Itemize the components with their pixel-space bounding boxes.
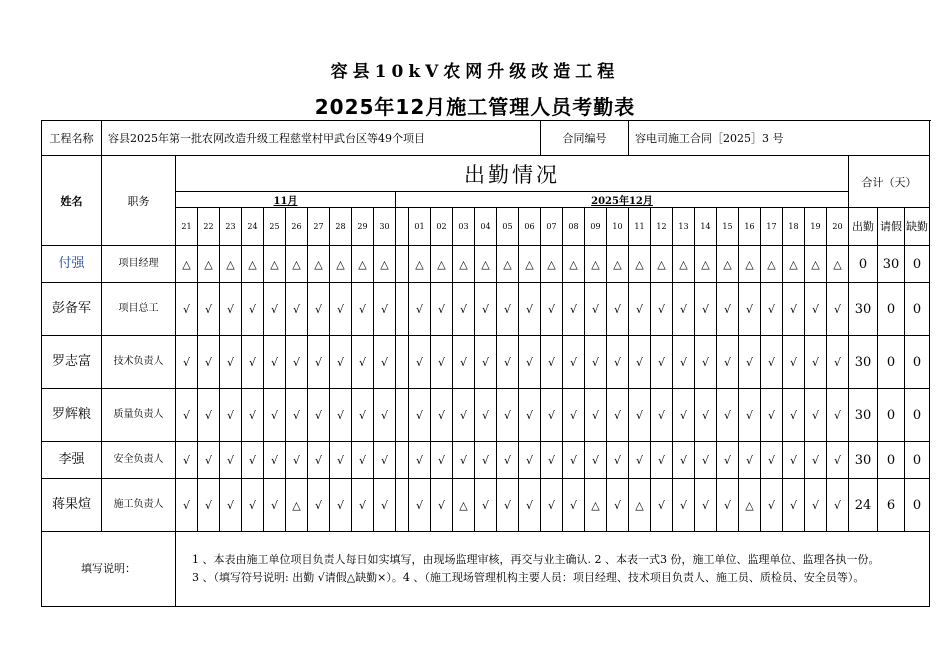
attendance-mark: [396, 479, 409, 532]
attendance-mark: √: [374, 283, 396, 336]
attendance-mark: √: [541, 442, 563, 479]
attendance-mark: △: [783, 246, 805, 283]
attendance-mark: √: [453, 389, 475, 442]
attendance-mark: √: [827, 479, 849, 532]
day-header: 12: [651, 208, 673, 246]
attendance-mark: √: [176, 442, 198, 479]
attendance-mark: √: [761, 479, 783, 532]
day-header: 22: [198, 208, 220, 246]
day-header: 07: [541, 208, 563, 246]
person-row: [42, 336, 930, 389]
attendance-mark: √: [827, 442, 849, 479]
attendance-mark: △: [717, 246, 739, 283]
attendance-mark: √: [308, 336, 330, 389]
attendance-mark: √: [607, 442, 629, 479]
leave-header: 请假: [878, 208, 905, 246]
day-header: [396, 208, 409, 246]
attendance-mark: △: [453, 246, 475, 283]
project-name-value: 容县2025年第一批农网改造升级工程慈堂村甲武台区等49个项目: [102, 121, 541, 156]
day-header: 25: [264, 208, 286, 246]
attendance-mark: √: [220, 442, 242, 479]
attendance-mark: △: [629, 479, 651, 532]
total-present: 30: [849, 389, 878, 442]
person-name: 蒋果煊: [42, 479, 102, 532]
attendance-mark: √: [739, 336, 761, 389]
day-header: 23: [220, 208, 242, 246]
attendance-mark: √: [198, 283, 220, 336]
attendance-mark: √: [585, 283, 607, 336]
project-name-label: 工程名称: [42, 121, 102, 156]
attendance-mark: √: [475, 336, 497, 389]
sheet-title: 2025年12月施工管理人员考勤表: [314, 95, 636, 119]
attendance-table: [41, 120, 930, 607]
attendance-mark: √: [352, 283, 374, 336]
day-header: 26: [286, 208, 308, 246]
attendance-mark: √: [673, 479, 695, 532]
day-header: 18: [783, 208, 805, 246]
total-present: 0: [849, 246, 878, 283]
attendance-mark: √: [563, 336, 585, 389]
attendance-mark: √: [651, 336, 673, 389]
attendance-mark: √: [651, 389, 673, 442]
attendance-mark: √: [374, 479, 396, 532]
attendance-mark: √: [352, 442, 374, 479]
total-leave: 6: [878, 479, 905, 532]
day-header: 15: [717, 208, 739, 246]
notes-line-2: 3 、（填写符号说明: 出勤 √请假△缺勤×）。4 、（施工现场管理机构主要人员：项目经理、技术项目负责人、施工员、质检员、安全员等）。: [192, 571, 865, 584]
attendance-mark: √: [761, 336, 783, 389]
attendance-mark: √: [475, 283, 497, 336]
attendance-mark: √: [827, 283, 849, 336]
attendance-mark: √: [198, 442, 220, 479]
attendance-mark: √: [176, 389, 198, 442]
day-header: 08: [563, 208, 585, 246]
attendance-mark: △: [541, 246, 563, 283]
attendance-mark: √: [783, 389, 805, 442]
attendance-mark: √: [308, 442, 330, 479]
attendance-mark: △: [409, 246, 431, 283]
total-present: 30: [849, 336, 878, 389]
attendance-mark: [396, 336, 409, 389]
attendance-mark: △: [374, 246, 396, 283]
attendance-mark: √: [761, 442, 783, 479]
attendance-mark: √: [629, 442, 651, 479]
header-row-1: [42, 156, 930, 192]
attendance-mark: √: [264, 442, 286, 479]
attendance-mark: △: [519, 246, 541, 283]
attendance-mark: √: [431, 442, 453, 479]
attendance-mark: √: [607, 389, 629, 442]
day-header: 10: [607, 208, 629, 246]
attendance-mark: √: [374, 389, 396, 442]
attendance-mark: √: [695, 283, 717, 336]
attendance-mark: √: [308, 389, 330, 442]
contract-value: 容电司施工合同［2025］3 号: [629, 121, 930, 156]
attendance-mark: √: [563, 283, 585, 336]
person-row: [42, 283, 930, 336]
attendance-mark: △: [673, 246, 695, 283]
attendance-mark: △: [497, 246, 519, 283]
attendance-mark: △: [651, 246, 673, 283]
attendance-mark: √: [695, 479, 717, 532]
attendance-mark: △: [330, 246, 352, 283]
attendance-mark: √: [497, 479, 519, 532]
attendance-mark: △: [563, 246, 585, 283]
attendance-mark: △: [264, 246, 286, 283]
attendance-mark: √: [673, 336, 695, 389]
attendance-mark: √: [827, 336, 849, 389]
attendance-mark: △: [308, 246, 330, 283]
attendance-mark: √: [198, 389, 220, 442]
attendance-mark: √: [409, 336, 431, 389]
attendance-mark: √: [176, 479, 198, 532]
attendance-mark: √: [453, 442, 475, 479]
attendance-mark: √: [286, 442, 308, 479]
notes-label: 填写说明：: [42, 532, 176, 607]
attendance-mark: √: [242, 479, 264, 532]
person-role: 项目经理: [102, 246, 176, 283]
attendance-mark: √: [497, 336, 519, 389]
attendance-mark: √: [563, 442, 585, 479]
attendance-mark: √: [453, 336, 475, 389]
attendance-mark: △: [585, 479, 607, 532]
attendance-mark: △: [198, 246, 220, 283]
attendance-mark: √: [286, 389, 308, 442]
person-role: 施工负责人: [102, 479, 176, 532]
present-header: 出勤: [849, 208, 878, 246]
attendance-mark: √: [761, 389, 783, 442]
attendance-mark: √: [409, 479, 431, 532]
attendance-mark: √: [717, 283, 739, 336]
attendance-mark: √: [607, 479, 629, 532]
total-absent: 0: [905, 389, 930, 442]
attendance-mark: √: [409, 389, 431, 442]
person-row: [42, 389, 930, 442]
attendance-mark: √: [264, 336, 286, 389]
attendance-mark: √: [286, 283, 308, 336]
attendance-mark: √: [805, 336, 827, 389]
attendance-mark: √: [374, 336, 396, 389]
total-leave: 0: [878, 389, 905, 442]
attendance-mark: √: [629, 336, 651, 389]
project-title: 容县10kV农网升级改造工程: [330, 62, 620, 82]
info-row: [42, 121, 930, 156]
total-absent: 0: [905, 442, 930, 479]
attendance-mark: √: [805, 479, 827, 532]
day-row: [42, 208, 930, 246]
attendance-mark: √: [563, 479, 585, 532]
attendance-mark: [396, 389, 409, 442]
attendance-mark: √: [330, 283, 352, 336]
attendance-mark: √: [220, 389, 242, 442]
total-present: 24: [849, 479, 878, 532]
attendance-mark: √: [176, 283, 198, 336]
attendance-mark: √: [409, 442, 431, 479]
total-leave: 0: [878, 336, 905, 389]
attendance-mark: √: [242, 336, 264, 389]
attendance-mark: √: [176, 336, 198, 389]
name-header: 姓名: [42, 156, 102, 246]
attendance-mark: √: [242, 389, 264, 442]
attendance-mark: √: [497, 389, 519, 442]
attendance-mark: √: [827, 389, 849, 442]
person-name: 彭备军: [42, 283, 102, 336]
attendance-mark: √: [541, 479, 563, 532]
attendance-mark: √: [352, 336, 374, 389]
attendance-mark: √: [519, 283, 541, 336]
attendance-mark: √: [717, 336, 739, 389]
attendance-mark: √: [374, 442, 396, 479]
attendance-mark: √: [198, 479, 220, 532]
attendance-mark: △: [761, 246, 783, 283]
notes-row: [42, 532, 930, 607]
attendance-mark: √: [607, 336, 629, 389]
attendance-mark: △: [629, 246, 651, 283]
person-role: 安全负责人: [102, 442, 176, 479]
attendance-mark: △: [453, 479, 475, 532]
day-header: 27: [308, 208, 330, 246]
attendance-mark: △: [286, 246, 308, 283]
attendance-mark: √: [330, 442, 352, 479]
total-absent: 0: [905, 246, 930, 283]
person-role: 项目总工: [102, 283, 176, 336]
attendance-mark: √: [431, 336, 453, 389]
attendance-mark: [396, 442, 409, 479]
attendance-mark: √: [585, 442, 607, 479]
attendance-mark: √: [519, 336, 541, 389]
attendance-mark: √: [330, 479, 352, 532]
attendance-mark: √: [264, 283, 286, 336]
day-header: 14: [695, 208, 717, 246]
person-name: 罗志富: [42, 336, 102, 389]
attendance-mark: △: [475, 246, 497, 283]
attendance-mark: √: [475, 442, 497, 479]
attendance-mark: √: [783, 479, 805, 532]
attendance-mark: √: [695, 442, 717, 479]
day-header: 20: [827, 208, 849, 246]
attendance-mark: △: [585, 246, 607, 283]
attendance-mark: √: [352, 479, 374, 532]
attendance-mark: √: [673, 389, 695, 442]
attendance-mark: √: [308, 479, 330, 532]
day-header: 19: [805, 208, 827, 246]
day-header: 21: [176, 208, 198, 246]
day-header: 17: [761, 208, 783, 246]
attendance-mark: √: [651, 283, 673, 336]
attendance-mark: √: [475, 389, 497, 442]
attendance-mark: √: [739, 283, 761, 336]
attendance-mark: △: [431, 246, 453, 283]
attendance-mark: √: [198, 336, 220, 389]
notes-line-1: 1 、本表由施工单位项目负责人每日如实填写，由现场监理审核，再交与业主确认. 2 、本表一式3 份，施工单位、监理单位、监理各执一份。: [192, 553, 880, 566]
attendance-mark: √: [308, 283, 330, 336]
day-header: 01: [409, 208, 431, 246]
day-header: 28: [330, 208, 352, 246]
attendance-mark: √: [330, 389, 352, 442]
attendance-mark: △: [242, 246, 264, 283]
attendance-mark: √: [695, 389, 717, 442]
attendance-mark: △: [739, 246, 761, 283]
attendance-mark: √: [541, 336, 563, 389]
person-row: [42, 479, 930, 532]
attendance-mark: √: [497, 442, 519, 479]
attendance-mark: √: [673, 442, 695, 479]
absent-header: 缺勤: [905, 208, 930, 246]
person-role: 技术负责人: [102, 336, 176, 389]
day-header: 06: [519, 208, 541, 246]
attendance-mark: √: [783, 336, 805, 389]
attendance-mark: √: [409, 283, 431, 336]
attendance-mark: √: [497, 283, 519, 336]
attendance-mark: √: [352, 389, 374, 442]
attendance-mark: √: [739, 442, 761, 479]
day-header: 16: [739, 208, 761, 246]
attendance-mark: △: [607, 246, 629, 283]
attendance-mark: √: [717, 442, 739, 479]
total-absent: 0: [905, 336, 930, 389]
day-header: 24: [242, 208, 264, 246]
attendance-mark: △: [739, 479, 761, 532]
attendance-mark: △: [827, 246, 849, 283]
total-leave: 30: [878, 246, 905, 283]
day-header: 09: [585, 208, 607, 246]
attendance-mark: △: [695, 246, 717, 283]
attendance-mark: √: [717, 389, 739, 442]
attendance-mark: √: [629, 389, 651, 442]
attendance-mark: [396, 283, 409, 336]
attendance-mark: √: [695, 336, 717, 389]
day-header: 11: [629, 208, 651, 246]
attendance-mark: √: [519, 479, 541, 532]
attendance-mark: √: [629, 283, 651, 336]
person-row: [42, 442, 930, 479]
attendance-mark: √: [761, 283, 783, 336]
attendance-mark: √: [651, 479, 673, 532]
attendance-mark: √: [717, 479, 739, 532]
attendance-mark: √: [739, 389, 761, 442]
attendance-mark: √: [541, 283, 563, 336]
attendance-mark: △: [176, 246, 198, 283]
attendance-mark: √: [286, 336, 308, 389]
attendance-mark: √: [651, 442, 673, 479]
person-name: 罗辉粮: [42, 389, 102, 442]
total-leave: 0: [878, 283, 905, 336]
total-present: 30: [849, 442, 878, 479]
total-absent: 0: [905, 283, 930, 336]
person-role: 质量负责人: [102, 389, 176, 442]
attendance-mark: √: [431, 389, 453, 442]
person-name: 李强: [42, 442, 102, 479]
attendance-mark: △: [220, 246, 242, 283]
attendance-mark: √: [783, 442, 805, 479]
attendance-mark: √: [431, 283, 453, 336]
attendance-header: 出勤情况: [176, 156, 849, 192]
attendance-mark: √: [541, 389, 563, 442]
attendance-mark: △: [352, 246, 374, 283]
attendance-mark: √: [431, 479, 453, 532]
total-absent: 0: [905, 479, 930, 532]
attendance-mark: √: [242, 442, 264, 479]
attendance-mark: √: [453, 283, 475, 336]
attendance-mark: √: [585, 389, 607, 442]
contract-label: 合同编号: [541, 121, 629, 156]
notes-text: [176, 532, 930, 607]
day-header: 13: [673, 208, 695, 246]
attendance-mark: √: [805, 283, 827, 336]
total-present: 30: [849, 283, 878, 336]
attendance-mark: √: [673, 283, 695, 336]
attendance-mark: √: [475, 479, 497, 532]
month-dec: 2025年12月: [396, 192, 849, 208]
attendance-mark: [396, 246, 409, 283]
attendance-mark: √: [220, 336, 242, 389]
day-header: 04: [475, 208, 497, 246]
attendance-mark: √: [805, 442, 827, 479]
attendance-mark: √: [783, 283, 805, 336]
month-row: [42, 192, 930, 208]
day-header: 03: [453, 208, 475, 246]
role-header: 职务: [102, 156, 176, 246]
attendance-mark: √: [242, 283, 264, 336]
attendance-mark: √: [563, 389, 585, 442]
attendance-mark: √: [220, 479, 242, 532]
day-header: 29: [352, 208, 374, 246]
attendance-mark: √: [607, 283, 629, 336]
day-header: 02: [431, 208, 453, 246]
total-leave: 0: [878, 442, 905, 479]
person-name: 付强: [42, 246, 102, 283]
attendance-mark: √: [585, 336, 607, 389]
attendance-mark: √: [519, 389, 541, 442]
attendance-mark: √: [264, 389, 286, 442]
attendance-mark: √: [220, 283, 242, 336]
month-nov: 11月: [176, 192, 396, 208]
total-header: 合计（天）: [849, 156, 930, 208]
attendance-mark: √: [264, 479, 286, 532]
attendance-mark: √: [330, 336, 352, 389]
attendance-mark: √: [805, 389, 827, 442]
day-header: 30: [374, 208, 396, 246]
attendance-mark: √: [519, 442, 541, 479]
person-row: [42, 246, 930, 283]
attendance-mark: △: [805, 246, 827, 283]
day-header: 05: [497, 208, 519, 246]
attendance-mark: △: [286, 479, 308, 532]
